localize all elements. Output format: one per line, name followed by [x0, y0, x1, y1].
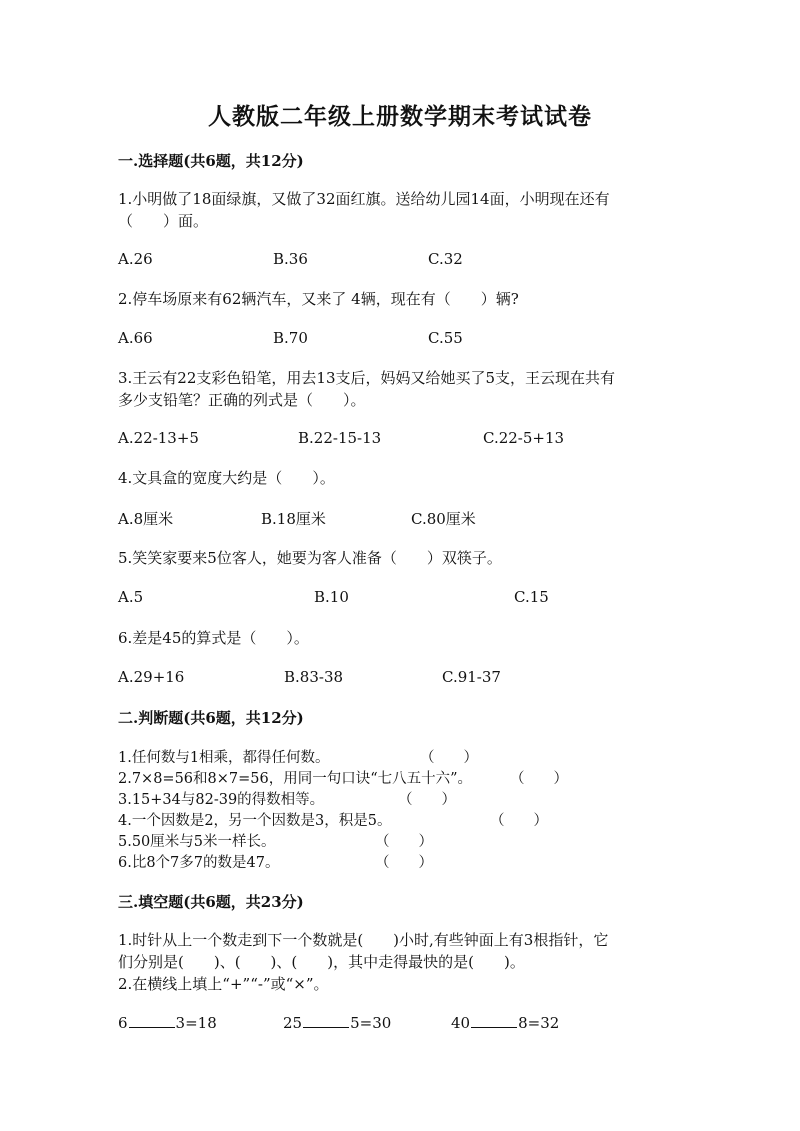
- fill-blank-1-left: 6: [118, 1014, 128, 1032]
- question-1-option-c: C.32: [428, 250, 463, 268]
- fill-line-3: 2.在横线上填上“+”“-”或“×”。: [118, 975, 329, 993]
- question-2-option-c: C.55: [428, 329, 463, 347]
- judge-item-2-answer: （ ）: [510, 771, 568, 787]
- question-1-option-a: A.26: [118, 250, 153, 268]
- question-3-line-2: 多少支铅笔？正确的列式是（ ）。: [118, 391, 366, 409]
- judge-item-1-answer: （ ）: [420, 750, 478, 766]
- question-3-option-b: B.22-15-13: [298, 429, 382, 447]
- question-4-option-c: C.80厘米: [411, 510, 476, 528]
- question-3-line-1: 3.王云有22支彩色铅笔，用去13支后，妈妈又给她买了5支，王云现在共有: [118, 369, 616, 387]
- judge-item-6-answer: （ ）: [375, 855, 433, 871]
- judge-item-5: 5.50厘米与5米一样长。: [118, 834, 276, 850]
- question-5-option-a: A.5: [118, 588, 144, 606]
- question-1-option-b: B.36: [273, 250, 308, 268]
- question-2-option-a: A.66: [118, 329, 153, 347]
- question-4-line-1: 4.文具盒的宽度大约是（ ）。: [118, 469, 335, 487]
- question-5-option-b: B.10: [314, 588, 349, 606]
- question-1-line-2: （ ）面。: [118, 212, 209, 230]
- question-4-option-b: B.18厘米: [261, 510, 326, 528]
- question-6-option-b: B.83-38: [284, 668, 344, 686]
- judge-item-4: 4.一个因数是2，另一个因数是3，积是5。: [118, 813, 392, 829]
- question-3-option-a: A.22-13+5: [118, 429, 199, 447]
- question-2-line-1: 2.停车场原来有62辆汽车，又来了 4辆，现在有（ ）辆?: [118, 290, 519, 308]
- question-1-line-1: 1.小明做了18面绿旗，又做了32面红旗。送给幼儿园14面，小明现在还有: [118, 190, 610, 208]
- judge-item-5-answer: （ ）: [375, 834, 433, 850]
- question-5-line-1: 5.笑笑家要来5位客人，她要为客人准备（ ）双筷子。: [118, 549, 502, 567]
- question-5-option-c: C.15: [514, 588, 549, 606]
- fill-blank-1-line[interactable]: [129, 1013, 175, 1028]
- fill-line-1: 1.时针从上一个数走到下一个数就是( )小时,有些钟面上有3根指针，它: [118, 931, 609, 949]
- page-title: 人教版二年级上册数学期末考试试卷: [208, 103, 592, 130]
- fill-blank-3-line[interactable]: [471, 1013, 517, 1028]
- fill-blank-3-left: 40: [451, 1014, 471, 1032]
- fill-line-2: 们分别是( )、( )、( )，其中走得最快的是( )。: [118, 953, 525, 971]
- fill-blank-2: [283, 1013, 391, 1032]
- judge-item-3-answer: （ ）: [398, 792, 456, 808]
- judge-item-3: 3.15+34与82-39的得数相等。: [118, 792, 325, 808]
- section-heading-fill: 三.填空题(共6题，共23分): [118, 893, 304, 911]
- question-3-option-c: C.22-5+13: [483, 429, 565, 447]
- section-heading-judge: 二.判断题(共6题，共12分): [118, 709, 304, 727]
- question-6-line-1: 6.差是45的算式是（ ）。: [118, 629, 309, 647]
- fill-blank-1-right: 3=18: [175, 1014, 217, 1032]
- question-6-option-c: C.91-37: [442, 668, 501, 686]
- judge-item-6: 6.比8个7多7的数是47。: [118, 855, 280, 871]
- fill-blank-3-right: 8=32: [518, 1014, 560, 1032]
- fill-blank-3: [451, 1013, 559, 1032]
- judge-item-2: 2.7×8=56和8×7=56，用同一句口诀“七八五十六”。: [118, 771, 473, 787]
- section-heading-choice: 一.选择题(共6题，共12分): [118, 152, 304, 170]
- fill-blank-2-line[interactable]: [303, 1013, 349, 1028]
- question-2-option-b: B.70: [273, 329, 308, 347]
- judge-item-4-answer: （ ）: [490, 813, 548, 829]
- fill-blank-1: [118, 1013, 217, 1032]
- judge-item-1: 1.任何数与1相乘，都得任何数。: [118, 750, 330, 766]
- fill-blank-2-right: 5=30: [350, 1014, 392, 1032]
- fill-blank-2-left: 25: [283, 1014, 303, 1032]
- question-4-option-a: A.8厘米: [118, 510, 174, 528]
- question-6-option-a: A.29+16: [118, 668, 185, 686]
